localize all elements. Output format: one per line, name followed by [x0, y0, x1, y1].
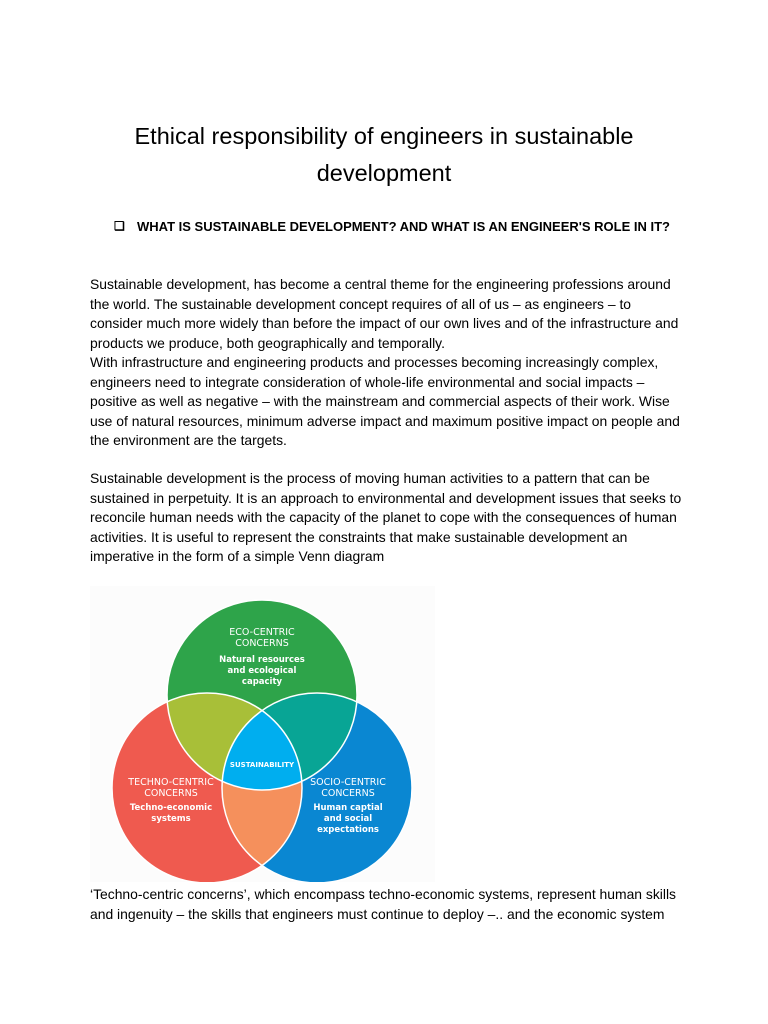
socio-desc-1: Human captial — [313, 803, 383, 813]
eco-title-2: CONCERNS — [235, 638, 289, 649]
checkbox-bullet-icon: ❏ — [114, 219, 125, 233]
eco-desc-1: Natural resources — [219, 655, 305, 665]
section-heading — [114, 217, 707, 236]
page-title: Ethical responsibility of engineers in sustainable development — [134, 123, 634, 186]
techno-desc-1: Techno-economic — [129, 803, 213, 813]
eco-title-1: ECO-CENTRIC — [229, 627, 295, 638]
eco-desc-2: and ecological — [227, 666, 297, 676]
techno-title-1: TECHNO-CENTRIC — [128, 777, 214, 788]
eco-desc-3: capacity — [241, 677, 283, 687]
section-heading-text: WHAT IS SUSTAINABLE DEVELOPMENT? AND WHAT IS AN ENGINEER'S ROLE IN IT? — [137, 219, 670, 234]
socio-title-2: CONCERNS — [321, 788, 375, 799]
socio-title-1: SOCIO-CENTRIC — [310, 777, 386, 788]
paragraph-2: With infrastructure and engineering products and processes becoming increasingly complex, engineers need to integrate consideration of whole-life environmental and social impacts – positive as well as negative – with the mainstream and commercial aspects of their work. Wise use of natural resources, minimum adverse impact and maximum positive impact on people and the environment are the targets. — [90, 354, 680, 448]
socio-desc-3: expectations — [317, 825, 379, 835]
socio-desc-2: and social — [323, 814, 373, 824]
paragraph-1: Sustainable development, has become a central theme for the engineering professions around the world. The sustainable development concept requires of all of us – as engineers – to consider much more widely than before the impact of our own lives and of the infrastructure and products we produce, both geographically and temporally. — [90, 276, 679, 351]
venn-diagram — [90, 586, 435, 882]
techno-desc-2: systems — [151, 814, 191, 824]
paragraph-3: Sustainable development is the process of moving human activities to a pattern that can be sustained in perpetuity. It is an approach to environmental and development issues that seeks to reconcile human needs with the capacity of the planet to cope with the consequences of human activities. It is useful to represent the constraints that make sustainable development an imperative in the form of a simple Venn diagram — [90, 470, 682, 564]
paragraph-4: ‘Techno-centric concerns’, which encompass techno-economic systems, represent human skills and ingenuity – the skills that engineers must continue to deploy –.. and the economic system — [90, 886, 676, 922]
techno-title-2: CONCERNS — [144, 788, 198, 799]
sustainability-label: SUSTAINABILITY — [229, 761, 295, 769]
